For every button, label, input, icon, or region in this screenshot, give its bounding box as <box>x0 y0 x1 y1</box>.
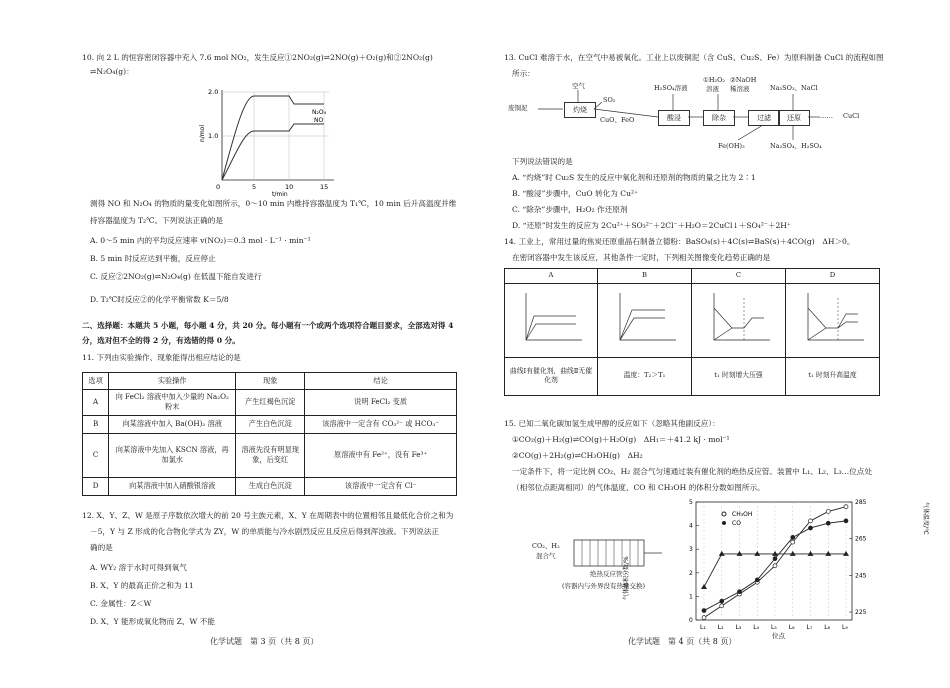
y-tick-label: 4 <box>689 522 693 530</box>
flow-arrows <box>508 82 884 152</box>
data-point <box>843 551 849 556</box>
table-cell: 该溶液中一定含有 Cl⁻ <box>305 477 457 495</box>
flow-label: Na₂SO₄、H₂SO₄ <box>770 142 822 150</box>
data-point <box>844 519 848 523</box>
data-point <box>755 578 759 582</box>
table-row <box>83 477 457 495</box>
q14-graph-c <box>692 283 786 357</box>
data-point <box>738 590 742 594</box>
flow-step-leach: 酸浸 <box>658 110 690 126</box>
table-cell: 向某溶液中加入硝酸银溶液 <box>109 477 236 495</box>
q15-reaction-2: ②CO(g)＋2H₂(g)⇌CH₃OH(g) ΔH₂ <box>512 451 643 460</box>
q12-stem: 确的是 <box>90 543 113 552</box>
q10-option-b: B. 5 min 时反应达到平衡，反应停止 <box>90 254 216 263</box>
legend-marker <box>722 512 726 516</box>
flow-label: CuO、FeO <box>600 116 635 124</box>
table-cell: 向 FeCl₂ 溶液中加入少量的 Na₂O₂ 粉末 <box>109 390 236 416</box>
tube-inlet: 混合气 <box>536 552 556 560</box>
q14-stem: 14. 工业上，常用过量的焦炭还原重晶石制备立德粉：BaSO₄(s)＋4C(s)⇌BaS(s)＋4CO(g) ΔH＞0。 <box>504 237 855 246</box>
flow-label: SO₂ <box>603 96 616 104</box>
y-tick-label: 3 <box>689 546 693 554</box>
graph-tick: 10 <box>285 183 294 191</box>
table-header: A <box>505 269 598 284</box>
flow-step-filter: 过滤 <box>748 110 780 126</box>
table-cell: B <box>83 415 109 433</box>
q12-stem: －5，Y 与 Z 形成的化合物化学式为 ZY，W 的单质能与冷水剧烈反应且反应后得到浑浊液。下列说法正 <box>90 527 440 536</box>
data-point <box>826 509 830 513</box>
x-tick-label: L₅ <box>771 624 777 631</box>
y2-tick-label: 225 <box>855 609 867 616</box>
table-header: C <box>692 269 786 284</box>
q10-stem: 测得 NO 和 N₂O₄ 的物质的量变化如图所示，0～10 min 内维持容器温度为 T₁℃，10 min 后升高温度并维 <box>90 199 457 208</box>
legend-label: CO <box>732 520 741 527</box>
flow-label: 废铜泥 <box>508 104 528 112</box>
q15-chart <box>623 492 929 640</box>
graph-tick: 2.0 <box>208 88 219 96</box>
data-point <box>773 564 777 568</box>
flow-label: 稀溶液 <box>730 85 750 93</box>
x-tick-label: L₂ <box>717 624 724 631</box>
table-cell: 溶液先没有明显现象，后变红 <box>236 433 305 477</box>
graph-tick: 15 <box>320 183 329 191</box>
x-tick-label: L₄ <box>753 624 759 631</box>
data-point <box>702 616 706 620</box>
q15-stem: 15. 已知二氧化碳加氢生成甲醇的反应如下（忽略其他副反应）： <box>504 419 720 428</box>
data-point <box>790 551 796 556</box>
x-tick-label: L₆ <box>788 624 795 631</box>
table-cell: A <box>83 390 109 416</box>
x-tick-label: L₇ <box>806 624 813 631</box>
table-cell: 说明 FeCl₂ 变质 <box>305 390 457 416</box>
table-header: B <box>598 269 692 284</box>
data-point <box>701 584 707 589</box>
data-point <box>809 526 813 530</box>
flow-label: 溶液 <box>706 85 719 93</box>
q13-option-c: C. “除杂”步骤中，H₂O₂ 作还原剂 <box>512 205 628 214</box>
legend-label: CH₃OH <box>732 511 753 518</box>
graph-tick: 1.0 <box>208 132 219 140</box>
y-tick-label: 5 <box>689 499 693 506</box>
data-point <box>702 609 706 613</box>
flow-label: CuCl <box>843 112 860 120</box>
data-point <box>844 505 848 509</box>
tube-caption: 绝热反应管 <box>590 570 623 578</box>
table-header: 现象 <box>236 373 305 390</box>
q13-stem: 13. CuCl 难溶于水，在空气中易被氧化。工业上以废铜泥（含 CuS、Cu₂S、Fe）为原料制备 CuCl 的流程如图 <box>504 53 884 62</box>
q13-stem: 下列说法错误的是 <box>512 157 573 166</box>
data-point <box>809 519 813 523</box>
graph-series-label: NO <box>314 117 324 124</box>
data-point <box>826 521 830 525</box>
chart-y2label: 气体温度/℃ <box>922 502 929 535</box>
data-point <box>754 551 760 556</box>
flow-label: Na₂SO₃、NaCl <box>770 84 818 92</box>
table-cell: 该溶液中一定含有 CO₃²⁻ 或 HCO₃⁻ <box>305 415 457 433</box>
data-point <box>773 557 777 561</box>
table-cell: 产生白色沉淀 <box>236 415 305 433</box>
y2-tick-label: 245 <box>855 572 867 580</box>
flow-step-remove: 除杂 <box>703 110 735 126</box>
table-cell: 产生红褐色沉淀 <box>236 390 305 416</box>
table-row <box>83 390 457 416</box>
flow-step-burn: 灼烧 <box>564 102 596 118</box>
graph-series-label: N₂O₄ <box>312 109 327 116</box>
y-tick-label: 2 <box>689 569 693 577</box>
x-tick-label: L₈ <box>824 624 830 631</box>
q13-option-a: A. “灼烧”时 Cu₂S 发生的反应中氧化剂和还原剂的物质的量之比为 2∶1 <box>512 173 756 182</box>
q14-graph-a <box>505 283 598 357</box>
q10-stem: 10. 向 2 L 的恒容密闭容器中充入 7.6 mol NO₂，发生反应①2NO₂(g)⇌2NO(g)＋O₂(g)和②2NO₂(g) <box>82 53 433 62</box>
q10-stem: ⇌N₂O₄(g)： <box>90 67 134 76</box>
q10-option-d: D. T₂℃时反应②的化学平衡常数 K＝5/8 <box>90 295 229 304</box>
q14-graph-b <box>598 283 692 357</box>
data-point <box>720 604 724 608</box>
table-cell: C <box>83 433 109 477</box>
table-cell: 生成白色沉淀 <box>236 477 305 495</box>
flow-label: ②NaOH <box>730 76 757 84</box>
graph-ylabel: n/mol <box>199 124 206 142</box>
q15-reaction-1: ①CO₂(g)＋H₂(g)⇌CO(g)＋H₂O(g) ΔH₁＝＋41.2 kJ · mol⁻¹ <box>512 435 730 444</box>
x-tick-label: L₉ <box>842 624 848 631</box>
q14-stem: 在密闭容器中发生该反应，其他条件一定时，下列相关图像变化趋势正确的是 <box>512 253 771 262</box>
q10-stem: 持容器温度为 T₂℃。下列说法正确的是 <box>90 216 223 225</box>
page-footer: 化学试题 第 4 页（共 8 页） <box>628 637 737 646</box>
flow-label: Fe(OH)₃ <box>718 142 745 150</box>
flow-label: 空气 <box>572 82 585 90</box>
data-point <box>720 599 724 603</box>
q14-caption: 温度：T₂＞T₁ <box>598 357 692 395</box>
q12-option-d: D. X、Y 能形成氧化物而 Z、W 不能 <box>90 617 215 626</box>
flow-label: …… <box>820 112 833 120</box>
table-header: D <box>786 269 880 284</box>
q13-option-b: B. “酸浸”步骤中，CuO 转化为 Cu²⁺ <box>512 189 639 198</box>
q11-table <box>82 372 457 496</box>
q12-option-b: B. X、Y 的最高正价之和为 11 <box>90 581 194 590</box>
q15-stem: （相邻位点距离相同）的气体温度、CO 和 CH₃OH 的体积分数如图所示。 <box>512 483 765 492</box>
data-point <box>791 540 795 544</box>
data-point <box>791 535 795 539</box>
data-point <box>825 551 831 556</box>
tube-caption: (容器内与外界没有热量交换) <box>562 582 646 590</box>
table-cell: 向某溶液中先加入 KSCN 溶液，再加氯水 <box>109 433 236 477</box>
table-row <box>83 433 457 477</box>
x-tick-label: L₃ <box>735 624 742 631</box>
flow-step-reduce: 还原 <box>778 110 810 126</box>
graph-tick: 5 <box>252 183 257 191</box>
table-cell: D <box>83 477 109 495</box>
table-cell: 原溶液中有 Fe²⁺，没有 Fe³⁺ <box>305 433 457 477</box>
q14-caption: t₁ 时刻增大压强 <box>692 357 786 395</box>
q14-caption: 曲线Ⅰ有催化剂，曲线Ⅱ无催化剂 <box>505 357 598 395</box>
flow-label: H₂SO₄溶液 <box>654 84 688 92</box>
data-point <box>808 551 814 556</box>
q14-graph-d <box>786 283 880 357</box>
reactor-tube <box>532 534 672 614</box>
section-title: 二、选择题：本题共 5 小题，每小题 4 分，共 20 分。每小题有一个或两个选项符合题目要求，全部选对得 4 <box>82 321 454 330</box>
q13-option-d: D. “还原”时发生的反应为 2Cu²⁺＋SO₃²⁻＋2Cl⁻＋H₂O＝2CuCl↓＋SO₄²⁻＋2H⁺ <box>512 221 791 230</box>
q14-caption: t₁ 时刻升高温度 <box>786 357 880 395</box>
q13-stem: 所示： <box>512 69 535 78</box>
legend-marker <box>722 521 726 525</box>
y2-tick-label: 265 <box>855 535 867 543</box>
q14-table <box>504 268 880 396</box>
y-tick-label: 1 <box>689 593 693 601</box>
chart-ylabel: 气体体积分数/% <box>623 556 630 600</box>
table-header: 结论 <box>305 373 457 390</box>
chart-xlabel: 位点 <box>772 632 785 640</box>
graph-xlabel: t/min <box>272 191 288 198</box>
x-tick-label: L₁ <box>700 624 706 631</box>
graph-tick: 0 <box>216 183 221 191</box>
flow-label: ①H₂O₂ <box>703 76 726 84</box>
table-cell: 向某溶液中加入 Ba(OH)₂ 溶液 <box>109 415 236 433</box>
page-footer: 化学试题 第 3 页（共 8 页） <box>210 637 319 646</box>
tube-inlet: CO₂、H₂ <box>532 542 560 550</box>
table-header: 选项 <box>83 373 109 390</box>
q10-graph <box>194 86 344 198</box>
q12-stem: 12. X、Y、Z、W 是原子序数依次增大的前 20 号主族元素，X、Y 在周期表中的位置相邻且最低化合价之和为 <box>82 511 454 520</box>
table-row <box>83 415 457 433</box>
q10-option-c: C. 反应②2NO₂(g)⇌N₂O₄(g) 在低温下能自发进行 <box>90 272 262 281</box>
q12-option-a: A. WY₂ 溶于水时可得到氧气 <box>90 563 187 572</box>
section-title: 分，选对但不全的得 2 分，有选错的得 0 分。 <box>82 336 240 345</box>
y-tick-label: 0 <box>689 617 693 624</box>
q12-option-c: C. 金属性：Z＜W <box>90 599 152 608</box>
y2-tick-label: 285 <box>855 499 867 506</box>
data-point <box>737 551 743 556</box>
data-point <box>772 551 778 556</box>
q10-option-a: A. 0～5 min 内的平均反应速率 v(NO₂)＝0.3 mol · L⁻¹ · min⁻¹ <box>90 236 311 245</box>
table-header: 实验操作 <box>109 373 236 390</box>
data-point <box>719 551 725 556</box>
q11-stem: 11. 下列由实验操作、现象能得出相应结论的是 <box>82 353 241 362</box>
q15-stem: 一定条件下，将一定比例 CO₂、H₂ 混合气匀速通过装有催化剂的绝热反应管。装置中 L₁、L₂、L₃…位点处 <box>512 467 872 476</box>
